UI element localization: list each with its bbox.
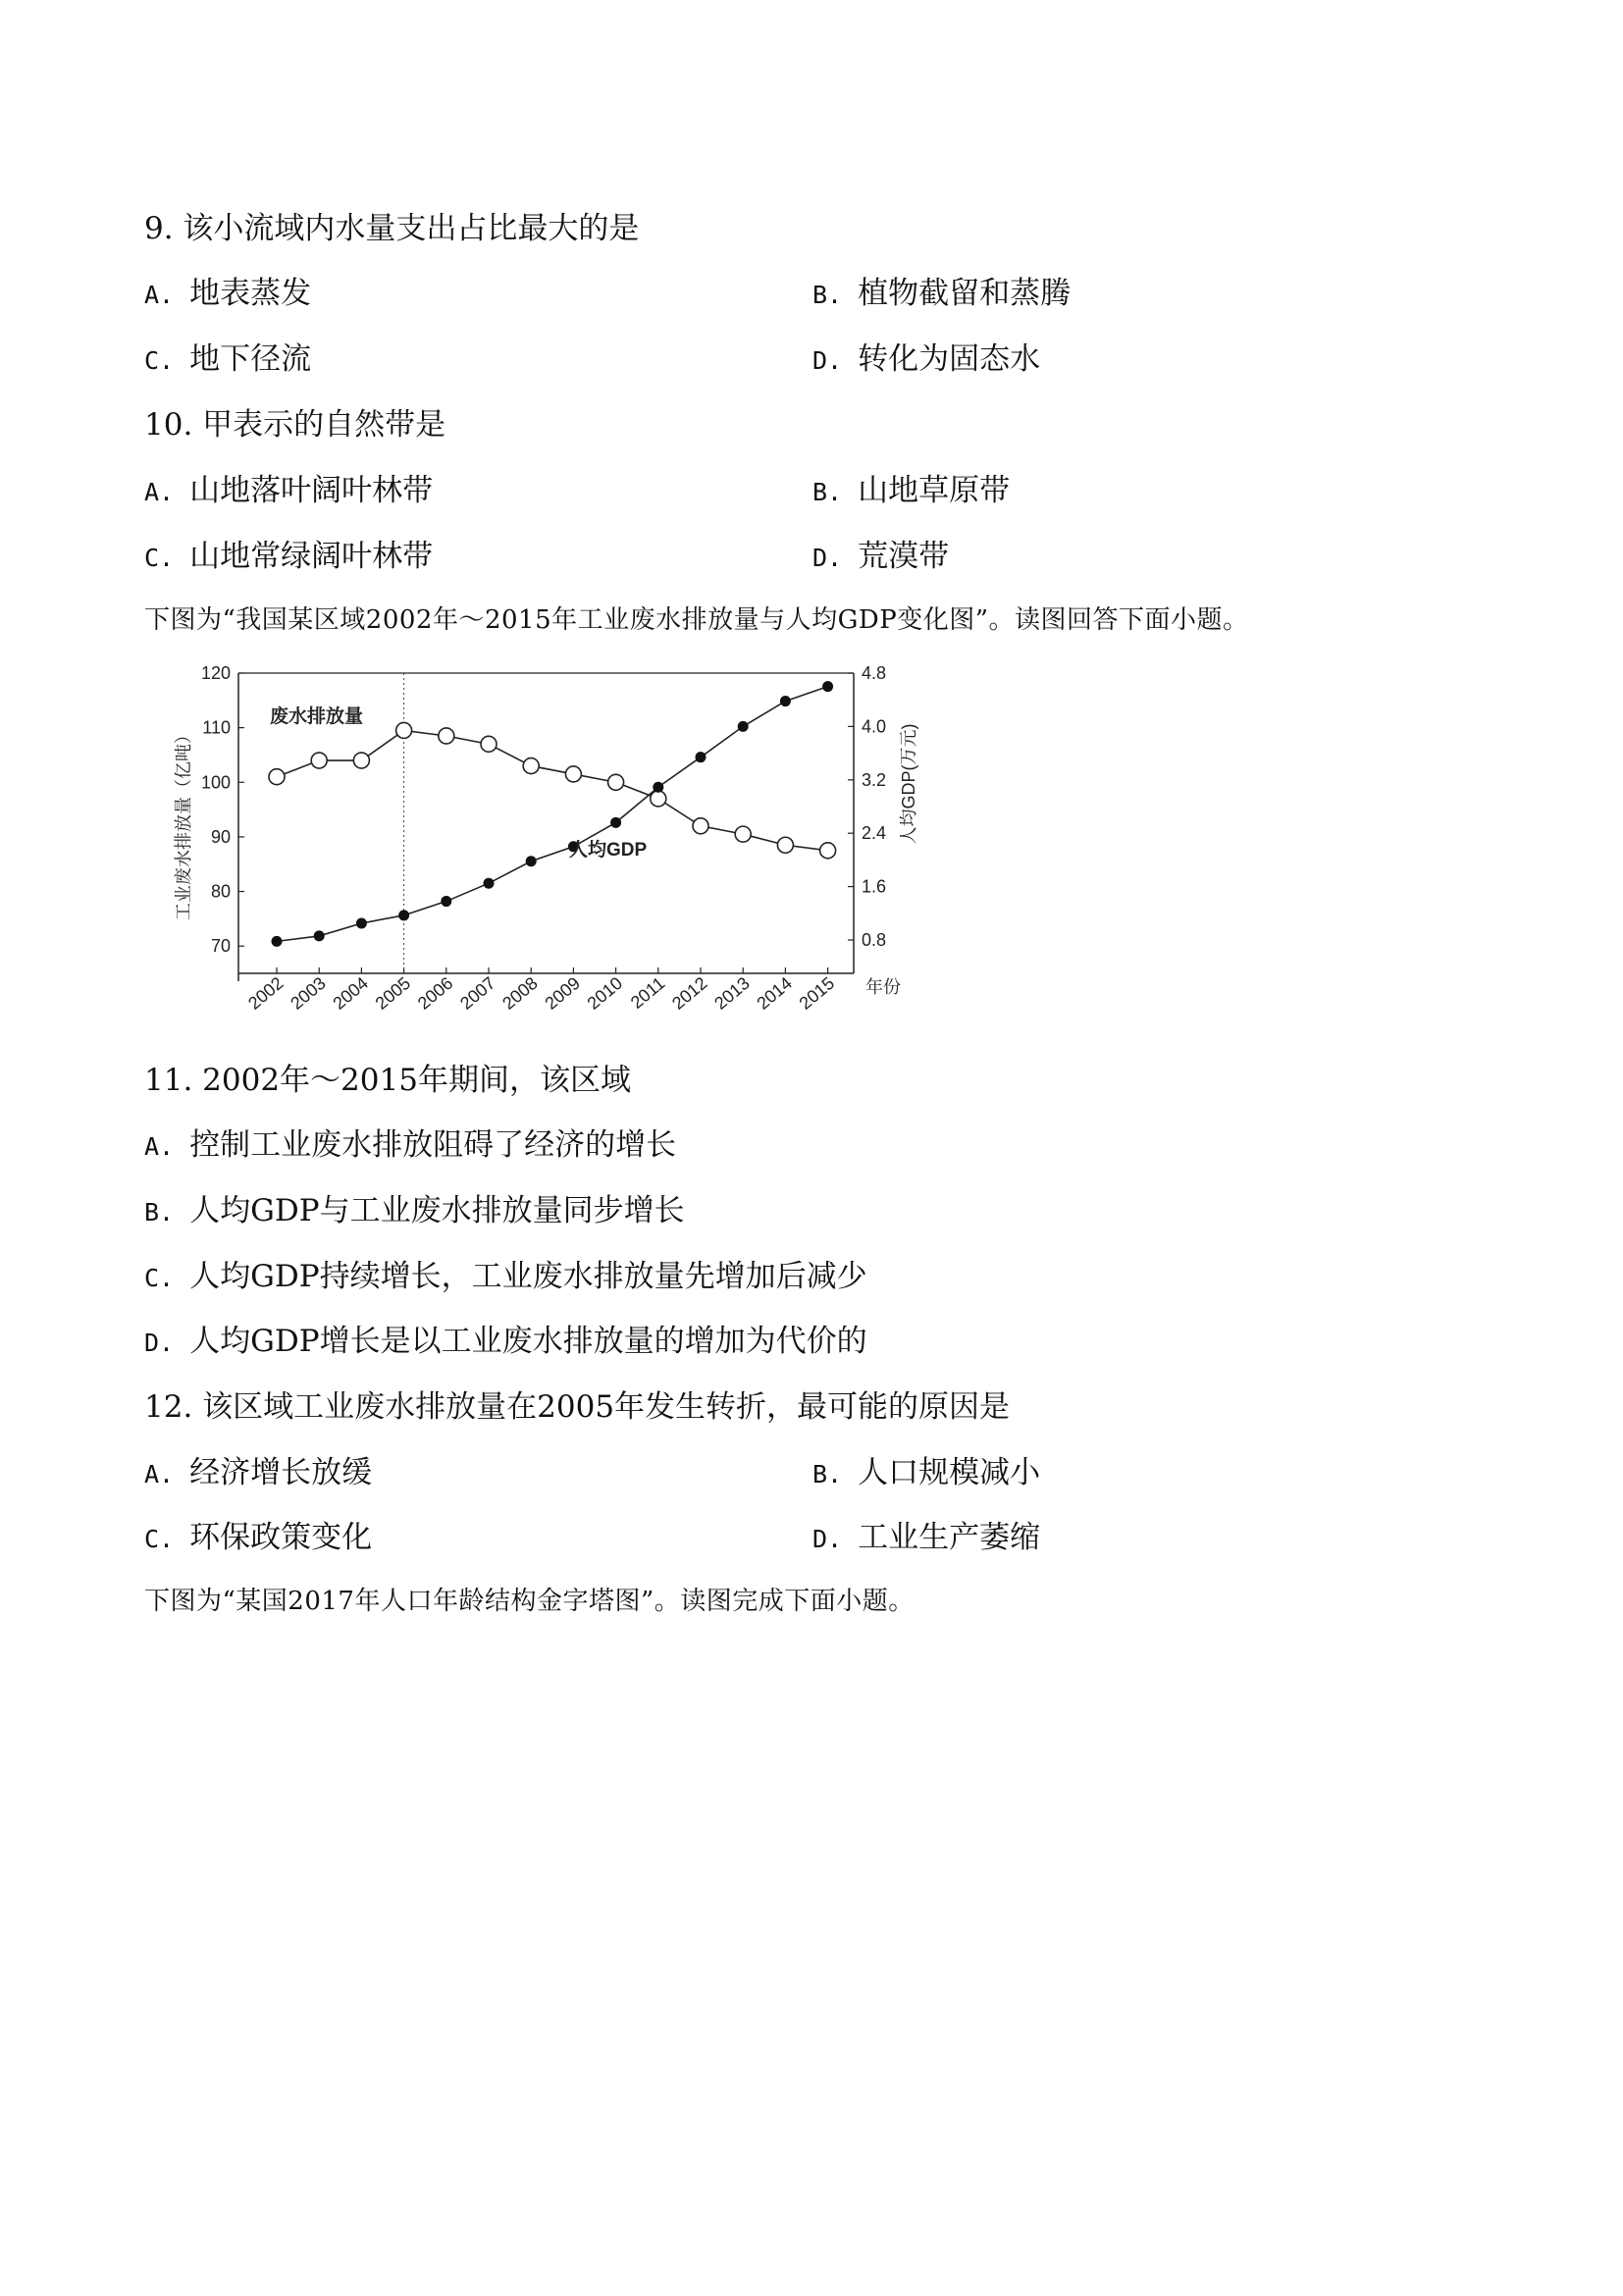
right-tick-label: 4.0	[862, 716, 887, 737]
wastewater-point	[608, 774, 624, 790]
wastewater-gdp-chart	[162, 652, 927, 1044]
question-10-option-d[interactable]	[812, 537, 949, 578]
x-tick-label: 2004	[329, 972, 372, 1014]
gdp-point	[780, 696, 791, 706]
question-12-option-c[interactable]	[144, 1518, 372, 1559]
left-tick-label: 70	[210, 936, 231, 957]
right-tick-label: 2.4	[862, 823, 887, 844]
x-tick-label: 2003	[287, 972, 330, 1014]
question-12-option-a[interactable]	[144, 1453, 372, 1494]
right-tick-label: 1.6	[862, 876, 887, 897]
option-key: B.	[812, 1460, 843, 1488]
option-text: 人均GDP持续增长，工业废水排放量先增加后减少	[189, 1259, 867, 1294]
option-key: C.	[144, 544, 175, 572]
option-text: 人均GDP与工业废水排放量同步增长	[189, 1193, 685, 1228]
option-key: D.	[144, 1329, 175, 1357]
left-tick-label: 80	[210, 881, 231, 902]
question-11-option-c[interactable]	[144, 1257, 867, 1298]
wastewater-point	[353, 753, 369, 768]
option-text: 人口规模减小	[858, 1455, 1041, 1490]
gdp-point	[738, 721, 749, 732]
option-text: 地下径流	[189, 341, 312, 377]
pyramid-intro: 下图为“某国2017年人口年龄结构金字塔图”。读图完成下面小题。	[144, 1587, 915, 1616]
x-tick-label: 2015	[795, 972, 839, 1014]
question-11-option-b[interactable]	[144, 1191, 685, 1232]
gdp-point	[441, 896, 451, 907]
gdp-point	[272, 936, 283, 947]
option-text: 山地草原带	[858, 473, 1011, 508]
left-tick-label: 90	[210, 826, 231, 847]
option-key: B.	[812, 478, 843, 506]
option-key: C.	[144, 346, 175, 375]
x-tick-label: 2008	[498, 972, 542, 1014]
question-12-option-b[interactable]	[812, 1453, 1040, 1494]
x-tick-label: 2010	[583, 972, 627, 1014]
wastewater-point	[651, 791, 666, 807]
right-axis-label: 人均GDP(万元)	[899, 723, 918, 845]
option-text: 山地落叶阔叶林带	[189, 473, 434, 508]
option-text: 植物截留和蒸腾	[858, 276, 1072, 311]
chart-intro: 下图为“我国某区域2002年～2015年工业废水排放量与人均GDP变化图”。读图回答下面小题。	[144, 605, 1249, 635]
wastewater-point	[439, 728, 454, 744]
option-text: 控制工业废水排放阻碍了经济的增长	[189, 1127, 677, 1163]
wastewater-series-label: 废水排放量	[270, 706, 364, 727]
question-12-option-d[interactable]	[812, 1518, 1040, 1559]
question-10-option-c[interactable]	[144, 537, 433, 578]
gdp-point	[822, 681, 833, 692]
question-10-option-b[interactable]	[812, 471, 1010, 512]
gdp-point	[398, 910, 409, 920]
gdp-point	[653, 782, 663, 793]
right-tick-label: 3.2	[862, 769, 887, 790]
option-key: D.	[812, 544, 843, 572]
option-text: 经济增长放缓	[189, 1455, 373, 1490]
wastewater-point	[820, 843, 836, 859]
left-tick-label: 110	[202, 717, 231, 738]
option-text: 转化为固态水	[858, 341, 1041, 377]
gdp-point	[526, 856, 537, 866]
wastewater-point	[311, 753, 327, 768]
option-key: A.	[144, 1132, 175, 1161]
x-tick-label: 2011	[626, 972, 669, 1013]
gdp-point	[314, 930, 325, 941]
x-tick-label: 2002	[244, 972, 288, 1014]
right-tick-label: 0.8	[862, 930, 887, 950]
chart-labels	[174, 663, 918, 1014]
option-key: B.	[144, 1198, 175, 1226]
option-key: D.	[812, 346, 843, 375]
wastewater-point	[777, 837, 793, 853]
question-9-option-a[interactable]	[144, 274, 311, 315]
option-text: 山地常绿阔叶林带	[189, 539, 434, 574]
question-9-option-b[interactable]	[812, 274, 1071, 315]
option-key: A.	[144, 478, 175, 506]
question-11-option-a[interactable]	[144, 1125, 676, 1167]
option-key: A.	[144, 281, 175, 309]
question-12-stem: 12. 该区域工业废水排放量在2005年发生转折，最可能的原因是	[144, 1389, 1011, 1425]
wastewater-point	[693, 818, 708, 834]
option-key: B.	[812, 281, 843, 309]
x-tick-label: 2012	[668, 972, 711, 1014]
wastewater-point	[396, 722, 412, 738]
wastewater-point	[735, 826, 751, 842]
wastewater-point	[523, 758, 539, 774]
wastewater-point	[269, 769, 285, 785]
x-tick-label: 2005	[371, 972, 415, 1014]
gdp-point	[484, 878, 495, 889]
gdp-point	[356, 918, 367, 929]
option-key: C.	[144, 1525, 175, 1553]
right-tick-label: 4.8	[862, 663, 887, 683]
x-tick-label: 2014	[753, 972, 796, 1014]
question-11-option-d[interactable]	[144, 1322, 867, 1363]
left-tick-label: 120	[200, 663, 231, 683]
question-9-stem: 9. 该小流域内水量支出占比最大的是	[144, 211, 640, 246]
left-tick-label: 100	[200, 772, 231, 793]
option-text: 地表蒸发	[189, 276, 312, 311]
x-tick-label: 2013	[710, 972, 754, 1014]
x-tick-label: 2007	[456, 972, 499, 1014]
x-axis-label: 年份	[865, 977, 901, 997]
option-text: 环保政策变化	[189, 1520, 373, 1555]
gdp-point	[610, 817, 621, 828]
wastewater-point	[565, 766, 581, 782]
gdp-point	[696, 752, 707, 762]
question-10-option-a[interactable]	[144, 471, 433, 512]
question-10-stem: 10. 甲表示的自然带是	[144, 407, 446, 443]
wastewater-point	[481, 736, 497, 752]
option-text: 荒漠带	[858, 539, 950, 574]
option-key: D.	[812, 1525, 843, 1553]
option-text: 人均GDP增长是以工业废水排放量的增加为代价的	[189, 1324, 867, 1359]
question-9-option-d[interactable]	[812, 339, 1040, 381]
option-key: C.	[144, 1264, 175, 1292]
x-tick-label: 2009	[541, 972, 584, 1014]
gdp-series-label: 人均GDP	[569, 840, 648, 861]
left-axis-label: 工业废水排放量（亿吨）	[174, 726, 193, 920]
x-tick-label: 2006	[413, 972, 457, 1014]
option-text: 工业生产萎缩	[858, 1520, 1041, 1555]
question-11-stem: 11. 2002年～2015年期间，该区域	[144, 1063, 631, 1098]
option-key: A.	[144, 1460, 175, 1488]
question-9-option-c[interactable]	[144, 339, 311, 381]
